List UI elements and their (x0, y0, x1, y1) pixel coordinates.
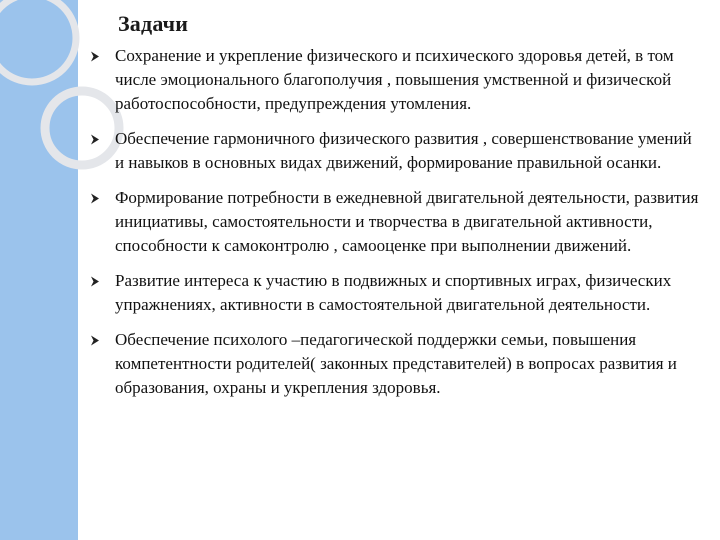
arrow-bullet-icon (90, 193, 100, 204)
task-list (90, 44, 705, 400)
arrow-bullet-icon (90, 335, 100, 346)
decorative-ring-large (0, 0, 76, 82)
list-item-text: Формирование потребности в ежедневной двигательной деятельности, развития инициативы, самостоятельности и творчества в двигательной активности, способности к самоконтролю , самооценке при выполнении движений. (115, 188, 699, 255)
list-item (90, 269, 705, 317)
list-item-text: Обеспечение психолого –педагогической поддержки семьи, повышения компетентности родителей( законных представителей) в вопросах развития и образования, охраны и укрепления здоровья. (115, 330, 677, 397)
list-item-text: Сохранение и укрепление физического и психического здоровья детей, в том числе эмоционального благополучия , повышения умственной и физической работоспособности, предупреждения утомления. (115, 46, 674, 113)
list-item (90, 186, 705, 258)
arrow-bullet-icon (90, 276, 100, 287)
list-item (90, 328, 705, 400)
arrow-bullet-icon (90, 51, 100, 62)
list-item-text: Обеспечение гармоничного физического развития , совершенствование умений и навыков в основных видах движений, формирование правильной осанки. (115, 129, 692, 172)
list-item (90, 44, 705, 116)
list-item-text: Развитие интереса к участию в подвижных и спортивных играх, физических упражнениях, активности в самостоятельной двигательной деятельности. (115, 271, 672, 314)
slide-title: Задачи (118, 11, 189, 36)
arrow-bullet-icon (90, 134, 100, 145)
list-item (90, 127, 705, 175)
